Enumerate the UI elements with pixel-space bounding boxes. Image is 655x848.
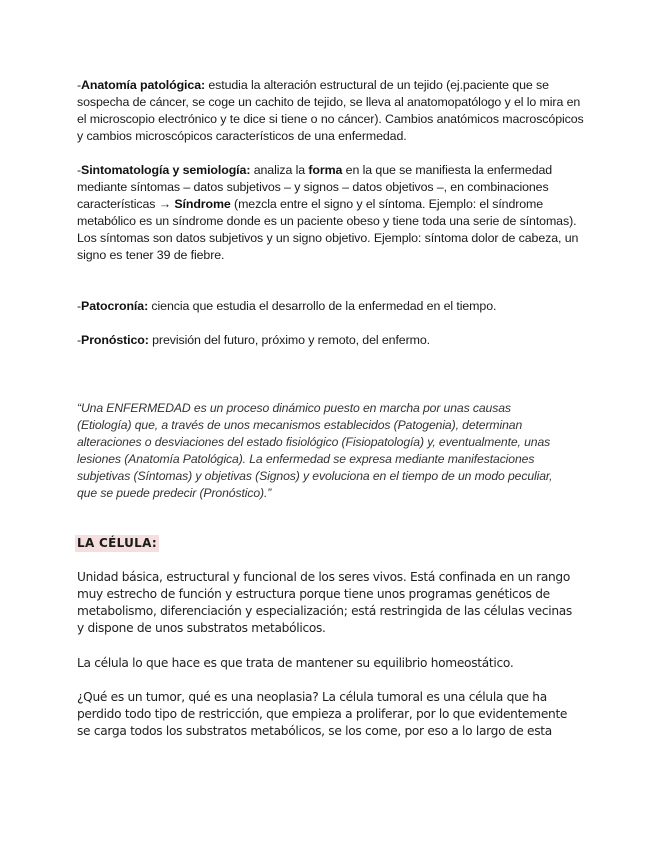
- paragraph-homeostasis: La célula lo que hace es que trata de mantener su equilibrio homeostático.: [77, 656, 514, 670]
- definition-pronostico: [77, 332, 587, 349]
- definition-term: Sintomatología y semiología:: [81, 163, 251, 177]
- definition-note: Los síntomas son datos subjetivos y un signo objetivo. Ejemplo: síntoma dolor de cabeza, un signo es tener 39 de fiebre.: [77, 231, 579, 262]
- definition-sintomatologia: [77, 162, 587, 264]
- definition-patocronia: [77, 298, 587, 315]
- paragraph-tumor: ¿Qué es un tumor, qué es una neoplasia? La célula tumoral es una célula que ha perdido todo tipo de restricción, que empieza a proliferar, por lo que evidentemente se carga todos los substratos metabólicos, se los come, por eso a lo largo de esta: [77, 690, 568, 738]
- enfermedad-quote: “Una ENFERMEDAD es un proceso dinámico puesto en marcha por unas causas (Etiología) que, a través de unos mecanismos establecidos (Patogenia), determinan alteraciones o desviaciones del estado fisiológico (Fisiopatología) y, eventualmente, unas lesiones (Anatomía Patológica). La enfermedad se expresa mediante manifestaciones subjetivas (Síntomas) y objetivas (Signos) y evoluciona en el tiempo de un modo peculiar, que se puede predecir (Pronóstico).”: [77, 401, 553, 500]
- bold-word-forma: forma: [308, 163, 343, 177]
- definition-dash: -: [77, 299, 82, 313]
- definition-anatomia-patologica: [77, 77, 587, 145]
- definition-term: Anatomía patológica:: [81, 78, 206, 92]
- paragraph-celula-definition: Unidad básica, estructural y funcional de los seres vivos. Está confinada en un rango muy estrecho de función y estructura porque tiene unos programas genéticos de metabolismo, diferenciación y especialización; está restringida de las células vecinas y dispone de unos substratos metabólicos.: [77, 570, 572, 635]
- definition-text: en la que se manifiesta la enfermedad mediante síntomas – datos subjetivos – y signos – datos objetivos –, en combinaciones características →: [77, 163, 553, 211]
- definition-dash: -: [77, 333, 82, 347]
- bold-word-sindrome: Síndrome: [174, 197, 231, 211]
- definition-term: Patocronía:: [81, 299, 149, 313]
- definition-text: estudia la alteración estructural de un tejido (ej.paciente que se sospecha de cáncer, se coge un cachito de tejido, se lleva al anatomopatólogo y el lo mira en el microscopio electrónico y te dice si tiene o no cáncer). Cambios anatómicos macroscópicos y cambios microscópicos característicos de una enfermedad.: [77, 78, 584, 143]
- section-title-la-celula: LA CÉLULA:: [77, 536, 158, 550]
- definition-text: (mezcla entre el signo y el síntoma. Ejemplo: el síndrome metabólico es un síndrome donde es un paciente obeso y tiene toda una serie de síntomas).: [77, 197, 577, 228]
- definition-text: previsión del futuro, próximo y remoto, del enfermo.: [148, 333, 430, 347]
- definition-dash: -: [77, 78, 82, 92]
- definition-term: Pronóstico:: [81, 333, 149, 347]
- definition-text: analiza la: [250, 163, 309, 177]
- definition-dash: -: [77, 163, 82, 177]
- definition-text: ciencia que estudia el desarrollo de la enfermedad en el tiempo.: [148, 299, 497, 313]
